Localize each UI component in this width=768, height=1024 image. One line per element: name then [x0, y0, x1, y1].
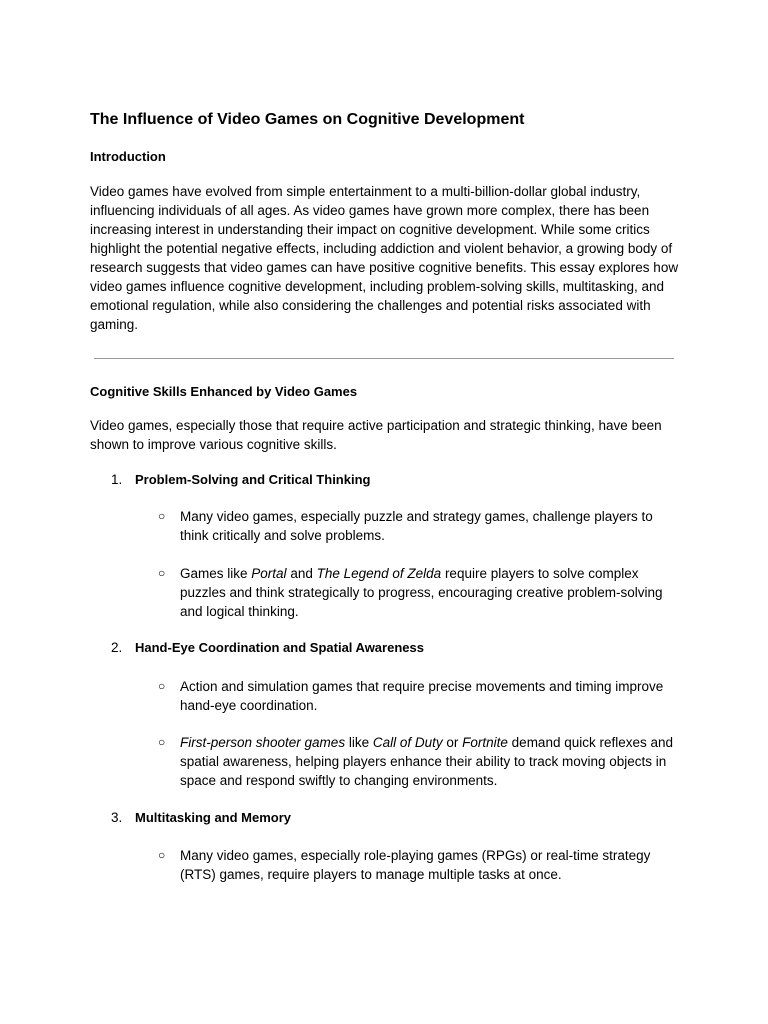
- list-item-title: Problem-Solving and Critical Thinking: [135, 472, 371, 487]
- section-divider: [94, 358, 674, 359]
- bullet-text: Games like Portal and The Legend of Zelda require players to solve complex puzzles and think strategically to progress, encouraging creative problem-solving and logical thinking.: [180, 566, 663, 619]
- list-item-number: 2.: [111, 640, 123, 655]
- list-item-number: 1.: [111, 472, 123, 487]
- bullet-icon: ○: [158, 509, 166, 523]
- bullet-text: Many video games, especially role-playing games (RPGs) or real-time strategy (RTS) games, require players to manage multiple tasks at once.: [180, 848, 651, 882]
- cognitive-skills-paragraph: Video games, especially those that require active participation and strategic thinking, have been shown to improve various cognitive skills.: [90, 418, 662, 452]
- bullet-text: Action and simulation games that require precise movements and timing improve hand-eye coordination.: [180, 679, 664, 713]
- cognitive-skills-heading: Cognitive Skills Enhanced by Video Games: [90, 384, 358, 399]
- italic-title: Fortnite: [462, 735, 508, 750]
- bullet-icon: ○: [158, 566, 166, 580]
- list-item-number: 3.: [111, 810, 123, 825]
- italic-title: First-person shooter games: [180, 735, 346, 750]
- introduction-heading: Introduction: [90, 149, 166, 164]
- bullet-icon: ○: [158, 679, 166, 693]
- list-item-title: Multitasking and Memory: [135, 810, 292, 825]
- italic-title: The Legend of Zelda: [316, 566, 442, 581]
- introduction-paragraph: Video games have evolved from simple entertainment to a multi-billion-dollar global industry, influencing individuals of all ages. As video games have grown more complex, there has been increasing interest in understanding their impact on cognitive development. While some critics highlight the potential negative effects, including addiction and violent behavior, a growing body of research suggests that video games can have positive cognitive benefits. This essay explores how video games influence cognitive development, including problem-solving skills, multitasking, and emotional regulation, while also considering the challenges and potential risks associated with gaming.: [90, 184, 679, 332]
- list-item-title: Hand-Eye Coordination and Spatial Awareness: [135, 640, 424, 655]
- italic-title: Call of Duty: [372, 735, 443, 750]
- bullet-icon: ○: [158, 848, 166, 862]
- italic-title: Portal: [251, 566, 287, 581]
- bullet-icon: ○: [158, 735, 166, 749]
- document-title: The Influence of Video Games on Cognitive Development: [90, 111, 525, 128]
- bullet-text: First-person shooter games like Call of Duty or Fortnite demand quick reflexes and spatial awareness, helping players enhance their ability to track moving objects in space and respond swiftly to changing environments.: [180, 735, 674, 788]
- bullet-text: Many video games, especially puzzle and strategy games, challenge players to think critically and solve problems.: [180, 509, 653, 543]
